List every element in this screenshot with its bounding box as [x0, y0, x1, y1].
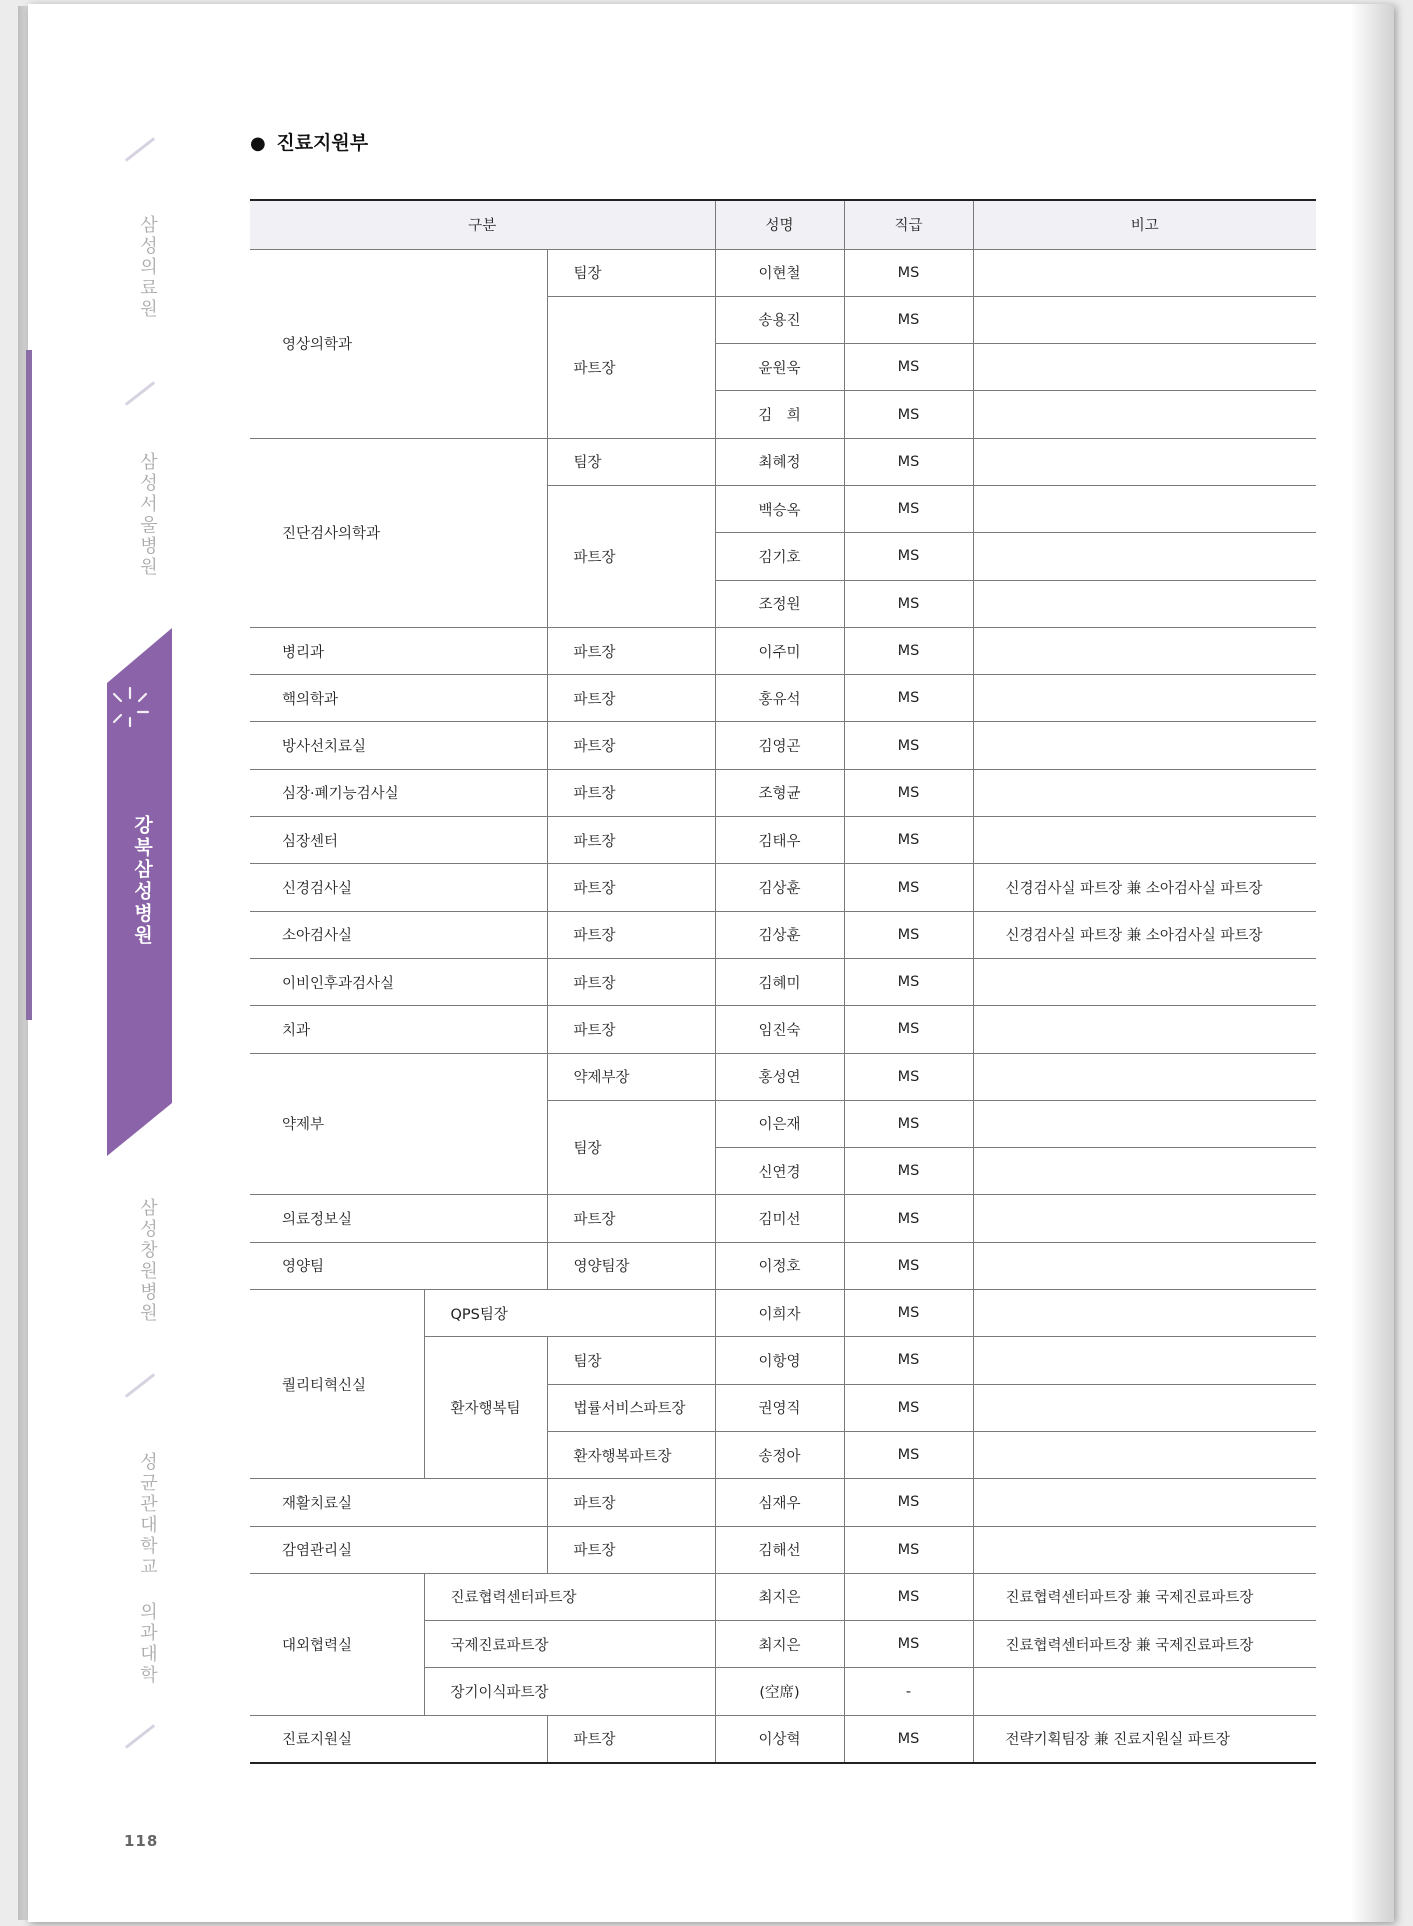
role-cell: 파트장	[547, 1526, 715, 1573]
note-cell	[973, 249, 1316, 296]
role-cell: 파트장	[547, 769, 715, 816]
group-cell: 대외협력실	[250, 1573, 424, 1715]
role-cell: 파트장	[547, 817, 715, 864]
note-cell	[973, 817, 1316, 864]
note-cell	[973, 1290, 1316, 1337]
name-cell: 최지은	[715, 1621, 844, 1668]
role-cell: 파트장	[547, 722, 715, 769]
group-cell: 심장·폐기능검사실	[250, 769, 547, 816]
rank-cell: MS	[844, 296, 973, 343]
header-note: 비고	[973, 200, 1316, 249]
role-cell: 파트장	[547, 485, 715, 627]
table-row	[250, 817, 1316, 864]
note-cell	[973, 485, 1316, 532]
role-cell: 파트장	[547, 296, 715, 438]
header-rank: 직급	[844, 200, 973, 249]
role-cell: 국제진료파트장	[424, 1621, 715, 1668]
name-cell: 임진숙	[715, 1006, 844, 1053]
group-cell: 방사선치료실	[250, 722, 547, 769]
section-title-text: 진료지원부	[276, 132, 369, 154]
name-cell: 최혜정	[715, 438, 844, 485]
table-row	[250, 675, 1316, 722]
group-cell: 진단검사의학과	[250, 438, 547, 627]
header-name: 성명	[715, 200, 844, 249]
table-row	[250, 722, 1316, 769]
role-cell: 파트장	[547, 1006, 715, 1053]
name-cell: 김상훈	[715, 911, 844, 958]
role-cell: 파트장	[547, 675, 715, 722]
rank-cell: MS	[844, 1621, 973, 1668]
rank-cell: MS	[844, 438, 973, 485]
name-cell: 김혜미	[715, 958, 844, 1005]
rank-cell: MS	[844, 1148, 973, 1195]
rank-cell: MS	[844, 391, 973, 438]
name-cell: 이항영	[715, 1337, 844, 1384]
rank-cell: MS	[844, 1100, 973, 1147]
side-tab-samsung-changwon-hospital[interactable]: 삼성창원병원	[137, 1198, 158, 1324]
rank-cell: MS	[844, 1573, 973, 1620]
note-cell	[973, 1431, 1316, 1478]
note-cell	[973, 438, 1316, 485]
header-category: 구분	[250, 200, 715, 249]
group-cell: 소아검사실	[250, 911, 547, 958]
role-cell: 파트장	[547, 958, 715, 1005]
table-row	[250, 1290, 1316, 1337]
rank-cell: -	[844, 1668, 973, 1715]
note-cell	[973, 627, 1316, 674]
table-row	[250, 627, 1316, 674]
note-cell: 신경검사실 파트장 兼 소아검사실 파트장	[973, 864, 1316, 911]
group-cell: 약제부	[250, 1053, 547, 1195]
note-cell	[973, 1053, 1316, 1100]
table-row	[250, 249, 1316, 296]
name-cell: 조형균	[715, 769, 844, 816]
name-cell: 최지은	[715, 1573, 844, 1620]
table-row	[250, 769, 1316, 816]
rank-cell: MS	[844, 1053, 973, 1100]
group-cell: 퀄리티혁신실	[250, 1290, 424, 1479]
name-cell: 김 희	[715, 391, 844, 438]
rank-cell: MS	[844, 675, 973, 722]
name-cell: 김영곤	[715, 722, 844, 769]
note-cell	[973, 1384, 1316, 1431]
table-row	[250, 864, 1316, 911]
role-cell: 파트장	[547, 1195, 715, 1242]
side-tab-skku-medicine[interactable]: 성균관대학교 의과대학	[137, 1452, 158, 1686]
rank-cell: MS	[844, 580, 973, 627]
rank-cell: MS	[844, 485, 973, 532]
rank-cell: MS	[844, 769, 973, 816]
table-row	[250, 1242, 1316, 1289]
name-cell: 홍성연	[715, 1053, 844, 1100]
note-cell	[973, 1148, 1316, 1195]
name-cell: 백승옥	[715, 485, 844, 532]
rank-cell: MS	[844, 249, 973, 296]
name-cell: 김해선	[715, 1526, 844, 1573]
note-cell	[973, 1006, 1316, 1053]
table-row	[250, 911, 1316, 958]
rank-cell: MS	[844, 1479, 973, 1526]
role-cell: 장기이식파트장	[424, 1668, 715, 1715]
rank-cell: MS	[844, 344, 973, 391]
table-row	[250, 1573, 1316, 1620]
group-cell: 의료정보실	[250, 1195, 547, 1242]
rank-cell: MS	[844, 1195, 973, 1242]
rank-cell: MS	[844, 1384, 973, 1431]
rank-cell: MS	[844, 1337, 973, 1384]
group-cell: 신경검사실	[250, 864, 547, 911]
name-cell: (空席)	[715, 1668, 844, 1715]
role-cell: 팀장	[547, 438, 715, 485]
rank-cell: MS	[844, 864, 973, 911]
name-cell: 이주미	[715, 627, 844, 674]
rank-cell: MS	[844, 911, 973, 958]
group-cell: 핵의학과	[250, 675, 547, 722]
note-cell	[973, 1242, 1316, 1289]
name-cell: 송용진	[715, 296, 844, 343]
table-row	[250, 1479, 1316, 1526]
note-cell	[973, 1195, 1316, 1242]
role-cell: 환자행복파트장	[547, 1431, 715, 1478]
name-cell: 이현철	[715, 249, 844, 296]
group-cell: 치과	[250, 1006, 547, 1053]
page-fold-mark	[26, 350, 32, 1020]
note-cell	[973, 958, 1316, 1005]
note-cell	[973, 533, 1316, 580]
role-cell: 법률서비스파트장	[547, 1384, 715, 1431]
rank-cell: MS	[844, 1242, 973, 1289]
table-row	[250, 1526, 1316, 1573]
role-cell: 파트장	[547, 911, 715, 958]
rank-cell: MS	[844, 1290, 973, 1337]
name-cell: 권영직	[715, 1384, 844, 1431]
subgroup-cell: 환자행복팀	[424, 1337, 547, 1479]
role-cell: QPS팀장	[424, 1290, 715, 1337]
note-cell	[973, 1668, 1316, 1715]
bullet-icon: ●	[250, 133, 266, 154]
note-cell: 신경검사실 파트장 兼 소아검사실 파트장	[973, 911, 1316, 958]
side-tab-samsung-seoul-hospital[interactable]: 삼성서울병원	[137, 452, 158, 578]
group-cell: 재활치료실	[250, 1479, 547, 1526]
role-cell: 영양팀장	[547, 1242, 715, 1289]
note-cell: 진료협력센터파트장 兼 국제진료파트장	[973, 1573, 1316, 1620]
note-cell	[973, 675, 1316, 722]
page-gutter-shadow	[1350, 4, 1394, 1922]
page-number: 118	[124, 1832, 159, 1850]
roster-table	[250, 199, 1316, 1764]
name-cell: 이상혁	[715, 1715, 844, 1762]
table-header-row	[250, 200, 1316, 249]
note-cell	[973, 391, 1316, 438]
name-cell: 홍유석	[715, 675, 844, 722]
name-cell: 송정아	[715, 1431, 844, 1478]
rank-cell: MS	[844, 817, 973, 864]
group-cell: 감염관리실	[250, 1526, 547, 1573]
table-row	[250, 1715, 1316, 1762]
table-row	[250, 1195, 1316, 1242]
name-cell: 김미선	[715, 1195, 844, 1242]
role-cell: 팀장	[547, 1337, 715, 1384]
group-cell: 병리과	[250, 627, 547, 674]
note-cell	[973, 1100, 1316, 1147]
role-cell: 약제부장	[547, 1053, 715, 1100]
table-row	[250, 438, 1316, 485]
rank-cell: MS	[844, 1431, 973, 1478]
role-cell: 팀장	[547, 1100, 715, 1195]
note-cell	[973, 1526, 1316, 1573]
role-cell: 진료협력센터파트장	[424, 1573, 715, 1620]
note-cell	[973, 296, 1316, 343]
rank-cell: MS	[844, 722, 973, 769]
role-cell: 파트장	[547, 864, 715, 911]
rank-cell: MS	[844, 958, 973, 1005]
rank-cell: MS	[844, 1006, 973, 1053]
table-row	[250, 1053, 1316, 1100]
table-row	[250, 1006, 1316, 1053]
note-cell	[973, 1337, 1316, 1384]
name-cell: 이은재	[715, 1100, 844, 1147]
group-cell: 영양팀	[250, 1242, 547, 1289]
rank-cell: MS	[844, 1526, 973, 1573]
note-cell	[973, 344, 1316, 391]
note-cell: 진료협력센터파트장 兼 국제진료파트장	[973, 1621, 1316, 1668]
role-cell: 파트장	[547, 1715, 715, 1762]
note-cell	[973, 722, 1316, 769]
side-tab-kangbuk-samsung-hospital[interactable]: 강북삼성병원	[131, 815, 153, 947]
rank-cell: MS	[844, 627, 973, 674]
name-cell: 조정원	[715, 580, 844, 627]
group-cell: 이비인후과검사실	[250, 958, 547, 1005]
section-title	[250, 128, 368, 155]
name-cell: 윤원욱	[715, 344, 844, 391]
rank-cell: MS	[844, 533, 973, 580]
name-cell: 이정호	[715, 1242, 844, 1289]
group-cell: 심장센터	[250, 817, 547, 864]
sparkle-icon	[108, 684, 152, 728]
table-row	[250, 958, 1316, 1005]
side-tab-samsung-medical-center[interactable]: 삼성의료원	[137, 215, 158, 320]
name-cell: 심재우	[715, 1479, 844, 1526]
note-cell: 전략기획팀장 兼 진료지원실 파트장	[973, 1715, 1316, 1762]
note-cell	[973, 580, 1316, 627]
name-cell: 김기호	[715, 533, 844, 580]
name-cell: 이희자	[715, 1290, 844, 1337]
rank-cell: MS	[844, 1715, 973, 1762]
group-cell: 진료지원실	[250, 1715, 547, 1762]
role-cell: 파트장	[547, 627, 715, 674]
note-cell	[973, 1479, 1316, 1526]
note-cell	[973, 769, 1316, 816]
name-cell: 김태우	[715, 817, 844, 864]
role-cell: 파트장	[547, 1479, 715, 1526]
group-cell: 영상의학과	[250, 249, 547, 438]
name-cell: 신연경	[715, 1148, 844, 1195]
role-cell: 팀장	[547, 249, 715, 296]
name-cell: 김상훈	[715, 864, 844, 911]
